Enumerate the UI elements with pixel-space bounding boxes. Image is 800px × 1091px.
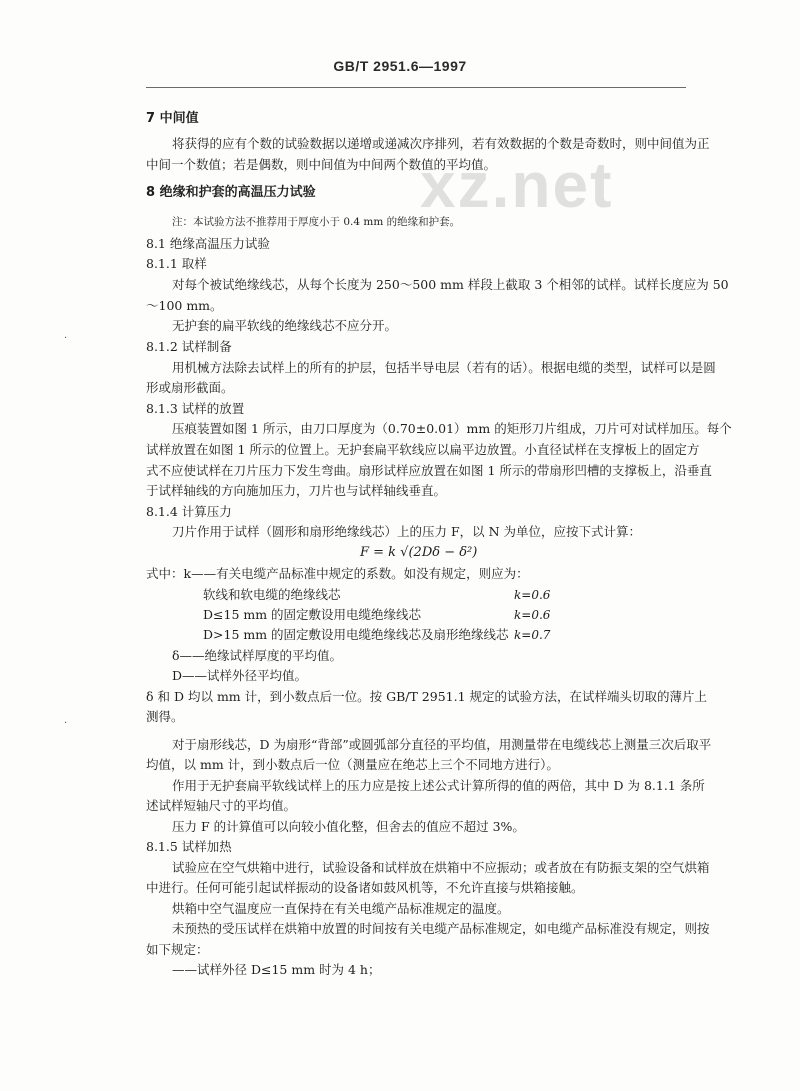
text-line: 于试样轴线的方向施加压力，刀片也与试样轴线垂直。 [146, 483, 447, 498]
text-line: 述试样短轴尺寸的平均值。 [146, 798, 297, 813]
text-line: 用机械方法除去试样上的所有的护层，包括半导电层（若有的话）。根据电缆的类型，试样可以是圆 [172, 360, 716, 375]
margin-mark: · [64, 333, 68, 344]
text-line: 试样放置在如图 1 所示的位置上。无护套扁平软线应以扁平边放置。小直径试样在支撑板上的固定方 [146, 442, 700, 457]
text-line: 试验应在空气烘箱中进行，试验设备和试样放在烘箱中不应振动；或者放在有防振支架的空气烘箱 [172, 860, 710, 875]
subsection-heading: 8.1.2 试样制备 [146, 339, 232, 354]
text-line: 形或扇形截面。 [146, 380, 234, 395]
subsection-heading: 8.1.1 取样 [146, 256, 207, 271]
subsection-heading: 8.1.5 试样加热 [146, 839, 232, 854]
text-line: 压力 F 的计算值可以向较小值化整，但舍去的值应不超过 3%。 [172, 819, 525, 834]
text-line: 作用于无护套扁平软线试样上的压力应是按上述公式计算所得的值的两倍，其中 D 为 8.1.1 条所 [172, 778, 705, 793]
text-line: 未预热的受压试样在烘箱中放置的时间按有关电缆产品标准规定，如电缆产品标准没有规定，则按 [172, 921, 710, 936]
section-heading: 7 中间值 [146, 111, 199, 126]
text-line: δ 和 D 均以 mm 计，到小数点后一位。按 GB/T 2951.1 规定的试验方法，在试样端头切取的薄片上 [146, 689, 708, 704]
text-line: D>15 mm 的固定敷设用电缆绝缘线芯及扇形绝缘线芯 [203, 627, 509, 642]
text-line: 无护套的扁平软线的绝缘线芯不应分开。 [172, 318, 398, 333]
text-line: 压痕装置如图 1 所示，由刀口厚度为（0.70±0.01）mm 的矩形刀片组成，刀片可对试样加压。每个 [172, 421, 732, 436]
coefficient-value: k=0.6 [514, 588, 551, 602]
text-line: 均值，以 mm 计，到小数点后一位（测量应在绝芯上三个不同地方进行）。 [146, 757, 559, 772]
section-heading: 8 绝缘和护套的高温压力试验 [146, 185, 316, 200]
coefficient-value: k=0.6 [514, 608, 551, 622]
text-line: 刀片作用于试样（圆形和扇形绝缘线芯）上的压力 F，以 N 为单位，应按下式计算： [172, 524, 642, 539]
text-line: 中间一个数值；若是偶数，则中间值为中间两个数值的平均值。 [146, 157, 497, 172]
subsection-heading: 8.1.3 试样的放置 [146, 401, 245, 416]
text-line: 式中：k——有关电缆产品标准中规定的系数。如没有规定，则应为： [146, 566, 529, 581]
text-line: 对每个被试绝缘线芯，从每个长度为 250～500 mm 样段上截取 3 个相邻的试样。试样长度应为 50 [172, 277, 729, 292]
text-line: D≤15 mm 的固定敷设用电缆绝缘线芯 [203, 607, 422, 622]
text-line: ～100 mm。 [146, 298, 223, 313]
watermark: xz.net [420, 149, 614, 221]
margin-mark: · [64, 718, 68, 729]
formula: F = k √(2Dδ − δ²) [360, 545, 478, 560]
text-line: 软线和软电缆的绝缘线芯 [203, 587, 341, 602]
text-line: D——试样外径平均值。 [172, 668, 308, 683]
text-line: 式不应使试样在刀片压力下发生弯曲。扇形试样应放置在如图 1 所示的带扇形凹槽的支撑板上，沿垂直 [146, 463, 712, 478]
header-rule [146, 87, 686, 88]
text-line: 烘箱中空气温度应一直保持在有关电缆产品标准规定的温度。 [172, 901, 510, 916]
text-line: δ——绝缘试样厚度的平均值。 [172, 648, 343, 663]
text-line: 注：本试验方法不推荐用于厚度小于 0.4 mm 的绝缘和护套。 [172, 216, 461, 228]
text-line: 测得。 [146, 709, 184, 724]
text-line: 对于扇形线芯，D 为扇形“背部”或圆弧部分直径的平均值，用测量带在电缆线芯上测量三次后取平 [172, 737, 712, 752]
text-line: 中进行。任何可能引起试样振动的设备诸如鼓风机等，不允许直接与烘箱接触。 [146, 880, 584, 895]
subsection-heading: 8.1.4 计算压力 [146, 504, 232, 519]
page-header-standard-number: GB/T 2951.6—1997 [333, 58, 467, 74]
coefficient-value: k=0.7 [514, 628, 551, 642]
text-line: 如下规定： [146, 942, 209, 957]
text-line: 将获得的应有个数的试验数据以递增或递减次序排列，若有效数据的个数是奇数时，则中间值为正 [172, 136, 710, 151]
text-line: ——试样外径 D≤15 mm 时为 4 h； [172, 962, 381, 977]
subsection-heading: 8.1 绝缘高温压力试验 [146, 236, 270, 251]
